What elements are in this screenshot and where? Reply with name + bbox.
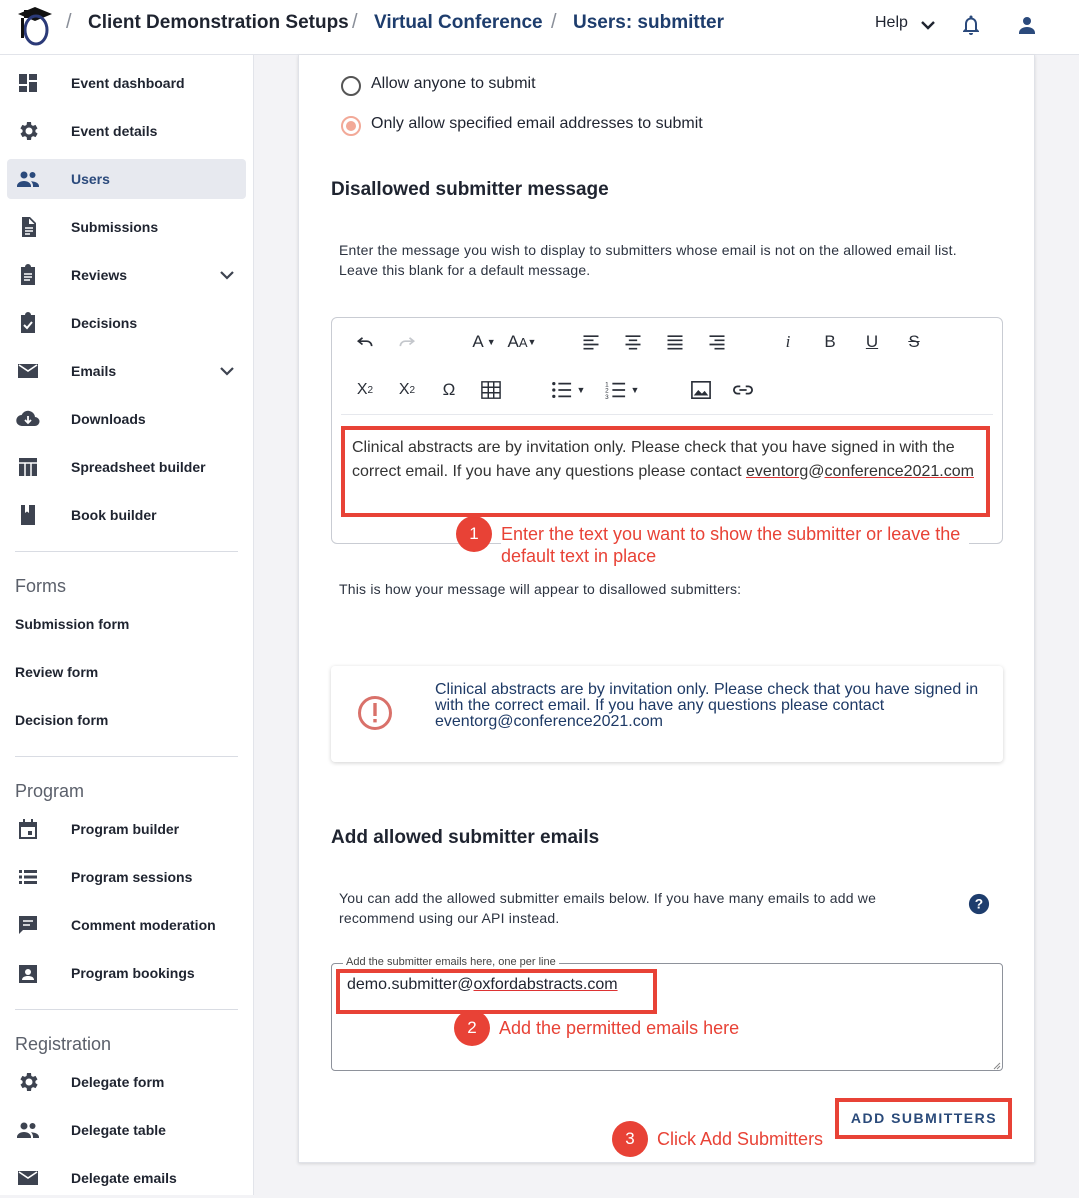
clipboard-icon [16, 263, 40, 287]
insert-image-icon[interactable] [686, 375, 716, 405]
radio-only-specified[interactable] [341, 116, 361, 136]
user-account-icon[interactable] [1015, 13, 1039, 37]
sidebar-item-label: Downloads [71, 411, 146, 427]
annotation-step-2-badge: 2 [454, 1010, 490, 1046]
sidebar-item-label: Delegate emails [71, 1170, 177, 1186]
sidebar-item-program-sessions[interactable] [7, 857, 246, 897]
sidebar-item-label: Book builder [71, 507, 157, 523]
calendar-icon [16, 817, 40, 841]
sidebar-section-registration: Registration [15, 1034, 112, 1054]
bell-icon[interactable] [959, 13, 983, 37]
sidebar-item-label: Event dashboard [71, 75, 185, 91]
bullet-list-icon[interactable]: ▼ [548, 375, 588, 405]
breadcrumb-users-submitter: Users: submitter [573, 12, 724, 33]
top-bar [0, 0, 1079, 55]
sidebar-item-label: Comment moderation [71, 917, 216, 933]
annotation-step-2-text: Add the permitted emails here [499, 1018, 740, 1038]
allowed-emails-heading: Add allowed submitter emails [331, 827, 600, 848]
sidebar-item-label: Spreadsheet builder [71, 459, 206, 475]
chevron-down-icon[interactable] [916, 13, 940, 37]
sidebar-item-program-builder[interactable] [7, 809, 246, 849]
editor-toolbar-divider [341, 414, 993, 415]
preview-label: This is how your message will appear to disallowed submitters: [339, 581, 742, 597]
people-icon [16, 167, 40, 191]
sidebar-item-review-form[interactable]: Review form [15, 664, 99, 680]
sidebar-item-label: Program sessions [71, 869, 193, 885]
sidebar-item-users[interactable] [7, 159, 246, 199]
sidebar-divider [15, 551, 238, 552]
radio-only-specified-label[interactable]: Only allow specified email addresses to submit [371, 115, 703, 132]
email-segment: demo.submitter@ [347, 976, 474, 993]
strikethrough-icon[interactable]: S [908, 332, 920, 351]
bold-icon[interactable]: B [824, 332, 836, 351]
add-submitters-button[interactable]: ADD SUBMITTERS [842, 1104, 1006, 1134]
sidebar-item-label: Delegate table [71, 1122, 166, 1138]
mail-icon [16, 359, 40, 383]
sidebar-item-program-bookings[interactable] [7, 953, 246, 993]
sidebar-item-label: Delegate form [71, 1074, 165, 1090]
sidebar-item-delegate-table[interactable] [7, 1110, 246, 1150]
svg-text:1: 1 [604, 381, 609, 389]
dashboard-icon [16, 71, 40, 95]
annotation-highlight-emails [336, 969, 657, 1014]
help-question-icon[interactable] [968, 893, 990, 915]
radio-allow-anyone-label[interactable]: Allow anyone to submit [371, 75, 536, 92]
sidebar-item-event-dashboard[interactable] [7, 63, 246, 103]
sidebar-divider [15, 1009, 238, 1010]
superscript-icon[interactable]: X 2 [398, 381, 416, 398]
sidebar-item-label: Program builder [71, 821, 180, 837]
clipboard-check-icon [16, 311, 40, 335]
font-size-icon[interactable]: A A ▼ [507, 332, 537, 351]
help-menu[interactable]: Help [875, 14, 908, 31]
annotation-highlight-editor [341, 426, 990, 517]
badge-icon [16, 961, 40, 985]
table-icon [16, 455, 40, 479]
disallowed-message-preview [331, 666, 1003, 762]
sidebar-item-delegate-emails[interactable] [7, 1158, 246, 1198]
sidebar-item-downloads[interactable] [7, 399, 246, 439]
sidebar [0, 55, 254, 1195]
editor-text-segment: conference2021.com [824, 463, 974, 480]
sidebar-item-submissions[interactable] [7, 207, 246, 247]
align-justify-icon[interactable] [660, 327, 690, 357]
help-line: Leave this blank for a default message. [339, 262, 591, 278]
numbered-list-icon[interactable]: 1 2 3 ▼ [604, 381, 640, 400]
sidebar-item-emails[interactable] [7, 351, 246, 391]
people-icon [16, 1118, 40, 1142]
disallowed-message-help [339, 240, 957, 280]
sidebar-item-label: Reviews [71, 267, 128, 283]
annotation-step-3-badge: 3 [612, 1121, 648, 1157]
preview-text: Clinical abstracts are by invitation only. Please check that you have signed in with the correct email. If you have any questions please contact eventorg@conference2021.com [435, 681, 979, 730]
document-icon [16, 215, 40, 239]
sidebar-item-decisions[interactable] [7, 303, 246, 343]
insert-link-icon[interactable] [728, 375, 758, 405]
special-character-icon[interactable]: Ω [442, 380, 456, 399]
breadcrumb-virtual-conference[interactable]: Virtual Conference [374, 12, 543, 33]
comment-icon [16, 913, 40, 937]
cloud-download-icon [16, 407, 40, 431]
chevron-down-icon[interactable] [215, 263, 239, 287]
sidebar-item-label: Submissions [71, 219, 159, 235]
help-line: Enter the message you wish to display to submitters whose email is not on the allowed email list. [339, 242, 957, 258]
annotation-highlight-add-button [835, 1098, 1012, 1139]
underline-icon[interactable]: U [865, 332, 879, 351]
breadcrumb-separator: / [66, 11, 72, 33]
editor-text-segment: correct email. If you have any questions please contact [352, 463, 746, 480]
subscript-icon[interactable]: X 2 [356, 381, 374, 398]
svg-text:2: 2 [604, 387, 609, 395]
radio-allow-anyone[interactable] [341, 76, 361, 96]
help-line: recommend using our API instead. [339, 910, 560, 926]
breadcrumb-separator: / [551, 11, 557, 33]
breadcrumb-separator: / [352, 11, 358, 33]
undo-icon[interactable] [350, 327, 380, 357]
mail-icon [16, 1166, 40, 1190]
editor-text-segment: eventorg [746, 463, 809, 480]
italic-icon[interactable]: i [785, 332, 791, 351]
help-line: You can add the allowed submitter emails below. If you have many emails to add we [339, 890, 877, 906]
align-right-icon[interactable] [702, 327, 732, 357]
sidebar-item-submission-form[interactable]: Submission form [15, 616, 130, 632]
sidebar-item-decision-form[interactable]: Decision form [15, 712, 109, 728]
list-icon [16, 865, 40, 889]
align-left-icon[interactable] [576, 327, 606, 357]
submitter-emails-legend: Add the submitter emails here, one per line [343, 956, 559, 968]
chevron-down-icon[interactable] [215, 359, 239, 383]
sidebar-item-label: Users [71, 171, 110, 187]
sidebar-item-event-details[interactable] [7, 111, 246, 151]
font-color-icon[interactable]: A ▼ [472, 332, 496, 351]
insert-table-icon[interactable] [476, 375, 506, 405]
allowed-emails-help [339, 888, 876, 928]
annotation-step-1-badge: 1 [456, 516, 492, 552]
sidebar-divider [15, 756, 238, 757]
sidebar-section-forms: Forms [15, 576, 66, 596]
breadcrumb-client-demonstration-setups[interactable]: Client Demonstration Setups [88, 12, 349, 33]
email-segment: oxfordabstracts.com [473, 976, 618, 993]
gear-icon [16, 119, 40, 143]
sidebar-item-reviews[interactable] [7, 255, 246, 295]
resize-handle-icon[interactable] [993, 1062, 1001, 1070]
align-center-icon[interactable] [618, 327, 648, 357]
sidebar-item-delegate-form[interactable] [7, 1062, 246, 1102]
sidebar-item-label: Program bookings [71, 965, 195, 981]
sidebar-item-label: Emails [71, 363, 117, 379]
editor-line: Clinical abstracts are by invitation only. Please check that you have signed in with the [352, 439, 955, 456]
annotation-step-1-text: Enter the text you want to show the submitter or leave the default text in place [501, 523, 969, 567]
sidebar-section-program: Program [15, 781, 85, 801]
sidebar-item-label: Decisions [71, 315, 138, 331]
book-icon [16, 503, 40, 527]
sidebar-item-comment-moderation[interactable] [7, 905, 246, 945]
svg-text:3: 3 [604, 394, 609, 400]
svg-text:?: ? [974, 896, 984, 912]
sidebar-item-book-builder[interactable] [7, 495, 246, 535]
error-icon [357, 695, 393, 731]
annotation-step-3-text: Click Add Submitters [657, 1129, 824, 1149]
editor-text-segment: @ [808, 463, 825, 480]
oxford-abstracts-logo-icon[interactable] [16, 4, 54, 46]
gear-icon [16, 1070, 40, 1094]
sidebar-item-label: Event details [71, 123, 158, 139]
disallowed-message-heading: Disallowed submitter message [331, 179, 609, 200]
sidebar-item-spreadsheet-builder[interactable] [7, 447, 246, 487]
redo-icon[interactable] [392, 327, 422, 357]
